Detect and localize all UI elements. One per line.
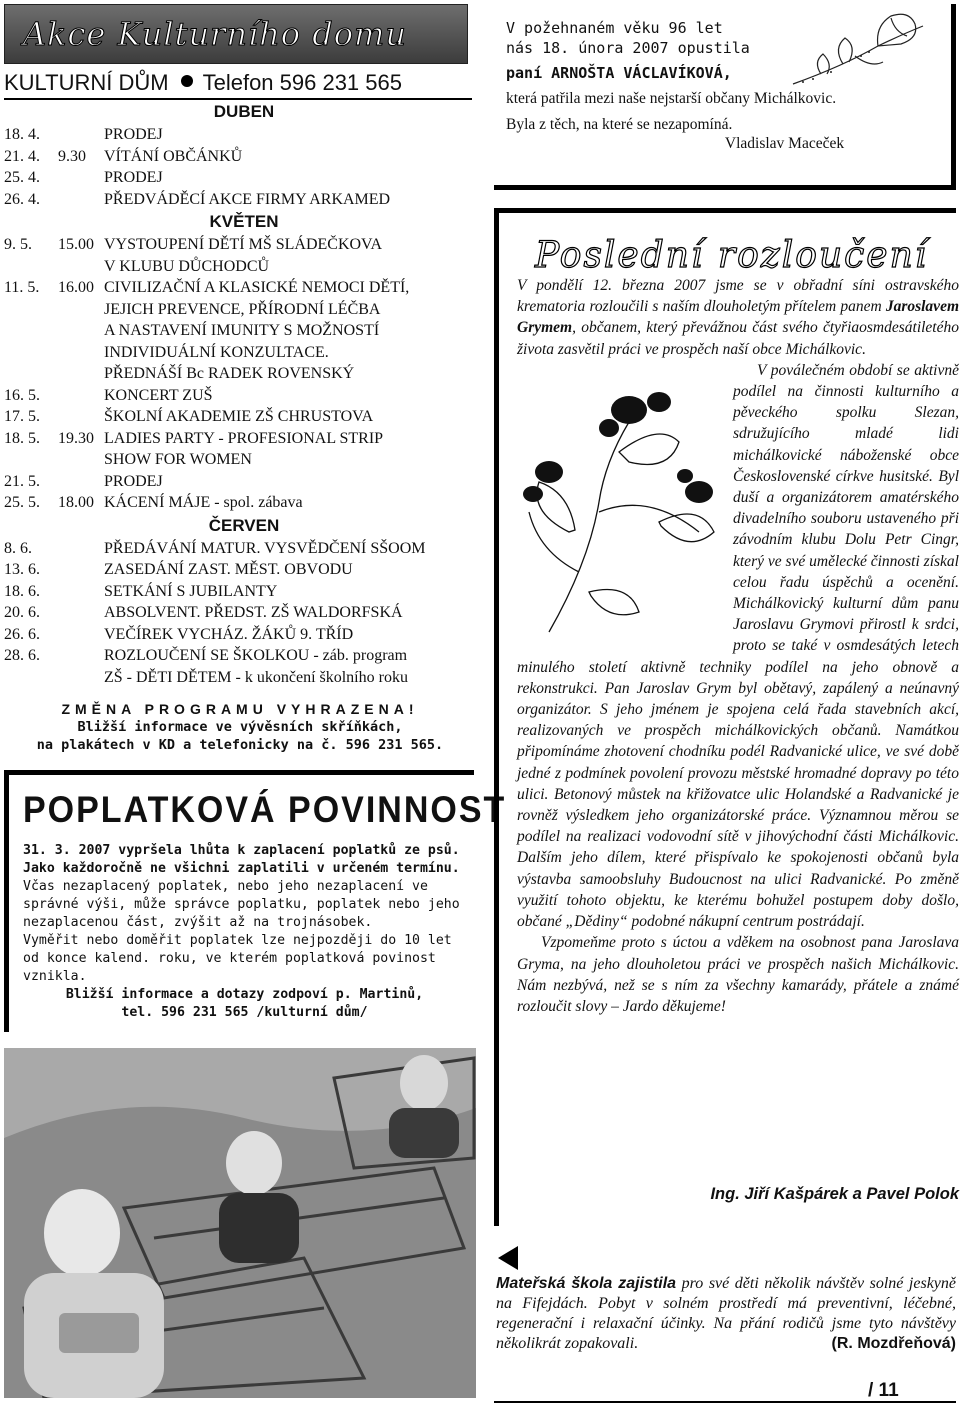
header-line	[4, 70, 474, 96]
event-date: 11. 5.	[4, 279, 40, 296]
event-date: 8. 6.	[4, 539, 32, 557]
event-date: 18. 4.	[4, 126, 40, 143]
month-heading: DUBEN	[213, 102, 275, 121]
event-date: 18. 5.	[4, 429, 40, 447]
event-date: 21. 5.	[4, 472, 40, 490]
children-photo	[4, 1048, 476, 1398]
kindergarten-author: (R. Mozdřeňová)	[831, 1335, 956, 1352]
farewell-signature: Ing. Jiří Kašpárek a Pavel Polok	[710, 1185, 959, 1203]
obituary-line-3: která patřila mezi naše nejstarší občany Michálkovic.	[506, 90, 837, 107]
fee-contact-1: Bližší informace a dotazy zodpoví p. Martinů,	[65, 987, 424, 1002]
event-date: 25. 4.	[4, 169, 40, 186]
event-time: 9.30	[58, 147, 86, 165]
event-time: 19.30	[58, 429, 94, 447]
event-time: 16.00	[58, 279, 94, 296]
event-date: 13. 6.	[4, 561, 40, 578]
page-footer-rule	[494, 1401, 956, 1403]
event-row	[0, 428, 476, 450]
event-name: KONCERT ZUŠ	[104, 386, 213, 404]
fee-contact-2: tel. 596 231 565 /kulturní dům/	[121, 1005, 368, 1020]
event-time: 15.00	[58, 236, 94, 253]
event-row	[0, 559, 476, 581]
event-row	[0, 167, 476, 189]
floral-illustration-icon	[509, 382, 727, 650]
fee-obligation-box	[4, 770, 507, 1032]
event-name-continued: V KLUBU DŮCHODCŮ	[104, 257, 270, 275]
event-name: PRODEJ	[104, 169, 163, 186]
event-row	[0, 189, 476, 211]
farewell-p1-start: V pondělí 12. března 2007 jsme se v obřadní síni ostravského krematoria rozloučili s naším dlouholetým přítelem panem	[517, 277, 959, 316]
event-date: 28. 6.	[4, 647, 40, 664]
event-name: PRODEJ	[104, 472, 163, 490]
event-row	[0, 406, 476, 428]
event-row	[0, 234, 476, 256]
fee-assessment-text: Vyměřit nebo doměřit poplatek lze nejpozději do 10 let od konce kalend. roku, ve kterém poplatková povinost vznikla.	[23, 933, 452, 984]
event-row	[0, 124, 476, 146]
event-name: VYSTOUPENÍ DĚTÍ MŠ SLÁDEČKOVA	[104, 236, 383, 253]
event-row	[0, 385, 476, 407]
header-title: KULTURNÍ DŮM	[4, 70, 169, 95]
farewell-title: Poslední rozloučení	[535, 235, 929, 276]
event-name: ABSOLVENT. PŘEDST. ZŠ WALDORFSKÁ	[104, 604, 403, 621]
event-name-continued: INDIVIDUÁLNÍ KONZULTACE.	[104, 343, 329, 361]
month-heading: ČERVEN	[208, 515, 280, 535]
obituary-box	[494, 4, 956, 190]
change-headline: ZMĚNA PROGRAMU VYHRAZENA!	[61, 701, 419, 717]
obituary-line-4: Byla z těch, na které se nezapomíná.	[506, 116, 733, 133]
farewell-person-name: Jaroslavem Grymem	[517, 298, 959, 337]
fee-deadline-text: 31. 3. 2007 vypršela lhůta k zaplacení poplatků ze psů. Jako každoročně ne všichni zaplatili v určeném termínu.	[23, 843, 460, 876]
obituary-line-1: V požehnaném věku 96 let	[506, 19, 723, 37]
event-name: SETKÁNÍ S JUBILANTY	[104, 582, 278, 600]
kindergarten-lead: Mateřská škola zajistila	[496, 1275, 677, 1292]
event-name-continued: JEJICH PREVENCE, PŘÍRODNÍ LÉČBA	[104, 300, 381, 318]
event-name: PŘEDÁVÁNÍ MATUR. VYSVĚDČENÍ SŠOOM	[104, 539, 426, 557]
event-row	[0, 581, 476, 603]
event-name: LADIES PARTY - PROFESIONAL STRIP	[104, 429, 384, 447]
farewell-p2-text: V poválečném období se aktivně podílel na činnosti kulturního a pěveckého spolku Slezan, sdružujícího mladé lidi michálkovické náboženské obce Československé církve husitské. Byl duší a organizátorem amatérského divadelního souboru ustaveného při závodním klubu Dolu Petr Cingr, který ve své umělecké činnosti získal celou řadu úspěchů a ocenění. Michálkovický kulturní dům panu Jaroslavu Grymovi přirostl k srdci, proto se také v osmdesátých letech minulého století aktivně techniky podílel na jeho obnově a rekonstrukci. Pan Jaroslav Grym byl obětavý, zapálený a neúnavný organizátor. S jeho jménem je spojena celá řada stavebních akcí, realizovaných ve prospěch michálkovických občanů. Namátkou připomínáme zhotovení chodníku podél Radvanické ulice, ve své době jedné z podmínek povolení provozu městské hromadné dopravy po této ulici. Betonový můstek na křižovatce ulic Holandské a Radvanické je rovněž výsledkem jeho organizátorské práce. Významnou měrou se podílel na realizaci vodovodní sítě v jihovýchodní části Michálkovic. Dalším jeho dílem, které přispívalo ke spokojenosti občanů byla výstavba samoobsluhy Budoucnost na ulici Radvanické. Po změně využití tohoto objektu, ke kterému bohužel postupem doby došlo, občané „Dědiny“ podobné nákupní centrum postrádají.	[517, 361, 959, 931]
header-divider	[4, 98, 472, 100]
event-name: ZASEDÁNÍ ZAST. MĚST. OBVODU	[104, 561, 353, 578]
event-name: PŘEDVÁDĚCÍ AKCE FIRMY ARKAMED	[104, 190, 391, 208]
event-row	[0, 624, 476, 646]
bullet-dot-icon	[181, 75, 193, 87]
obituary-name: paní ARNOŠTA VÁCLAVÍKOVÁ,	[506, 64, 732, 82]
event-date: 26. 4.	[4, 190, 40, 208]
event-name: CIVILIZAČNÍ A KLASICKÉ NEMOCI DĚTÍ,	[104, 279, 410, 296]
obituary-line-2: nás 18. února 2007 opustila	[506, 39, 750, 57]
fee-penalty-text: Včas nezaplacený poplatek, nebo jeho nezaplacení ve správné výši, může správce poplatku, poplatek nebo jeho nezaplacenou část, zvýšit až na trojnásobek.	[23, 879, 460, 930]
event-date: 16. 5.	[4, 386, 40, 404]
event-date: 9. 5.	[4, 236, 32, 253]
event-name: ŠKOLNÍ AKADEMIE ZŠ CHRUSTOVA	[104, 408, 374, 425]
flower-illustration-icon	[783, 6, 933, 96]
event-date: 17. 5.	[4, 408, 40, 425]
event-name-continued: SHOW FOR WOMEN	[104, 451, 252, 468]
obituary-signature: Vladislav Maceček	[724, 135, 845, 152]
program-change-notice	[4, 700, 476, 754]
event-date: 18. 6.	[4, 582, 40, 600]
month-heading: KVĚTEN	[209, 212, 279, 231]
header-phone: Telefon 596 231 565	[202, 70, 402, 95]
event-date: 26. 6.	[4, 625, 40, 643]
left-arrow-icon	[498, 1246, 518, 1270]
event-name-continued: PŘEDNÁŠÍ Bc RADEK ROVENSKÝ	[104, 365, 355, 382]
event-name-continued: A NASTAVENÍ IMUNITY S MOŽNOSTÍ	[104, 322, 380, 339]
fee-title: POPLATKOVÁ POVINNOST	[23, 789, 507, 831]
event-time: 18.00	[58, 494, 94, 511]
farewell-p1-rest: , občanem, který převážnou část svého čtyřiaosmdesátiletého života zasvětil práci ve prospěch naší obce Michálkovic.	[517, 319, 959, 358]
farewell-text	[517, 275, 959, 1017]
event-row	[0, 146, 476, 168]
kindergarten-note	[496, 1274, 956, 1354]
farewell-paragraph-1	[517, 275, 959, 360]
event-name-continued: ZŠ - DĚTI DĚTEM - k ukončení školního roku	[104, 668, 408, 686]
event-row	[0, 645, 476, 667]
banner-title: Akce Kulturního domu	[23, 15, 407, 53]
section-banner	[4, 4, 468, 64]
event-name: PRODEJ	[104, 126, 163, 143]
event-row	[0, 492, 476, 514]
event-date: 25. 5.	[4, 494, 40, 511]
event-row	[0, 602, 476, 624]
event-row	[0, 277, 476, 299]
event-name: KÁCENÍ MÁJE - spol. zábava	[104, 494, 303, 511]
event-name: VÍTÁNÍ OBČÁNKŮ	[104, 147, 243, 165]
kindergarten-text: pro své děti několik návštěv solné jeskyně na Fifejdách. Pobyt v solném prostředí má preventivní, léčebné, regenerační i relaxační účinky. Na přání rodičů jsme tyto návštěvy několikrát zopakovali.	[496, 1275, 957, 1352]
farewell-paragraph-3: Vzpomeňme proto s úctou a vděkem na osobnost pana Jaroslava Gryma, na jeho dlouholetou práci ve prospěch našich Michálkovic. Nám nezbývá, než se s ním za všechny kamarády, přátele a známé rozloučit slovy – Jardo děkujeme!	[517, 934, 959, 1015]
event-date: 21. 4.	[4, 147, 40, 165]
event-row	[0, 471, 476, 493]
change-line-1: Bližší informace ve vývěsních skříňkách,	[77, 719, 403, 735]
change-line-2: na plakátech v KD a telefonicky na č. 596 231 565.	[36, 737, 444, 753]
event-row	[0, 538, 476, 560]
event-name: VEČÍREK VYCHÁZ. ŽÁKŮ 9. TŘÍD	[104, 625, 354, 643]
page-number: / 11	[868, 1380, 899, 1401]
event-date: 20. 6.	[4, 604, 40, 621]
farewell-paragraph-2	[517, 360, 959, 932]
event-name: ROZLOUČENÍ SE ŠKOLKOU - záb. program	[104, 647, 408, 664]
farewell-box	[494, 208, 959, 1226]
